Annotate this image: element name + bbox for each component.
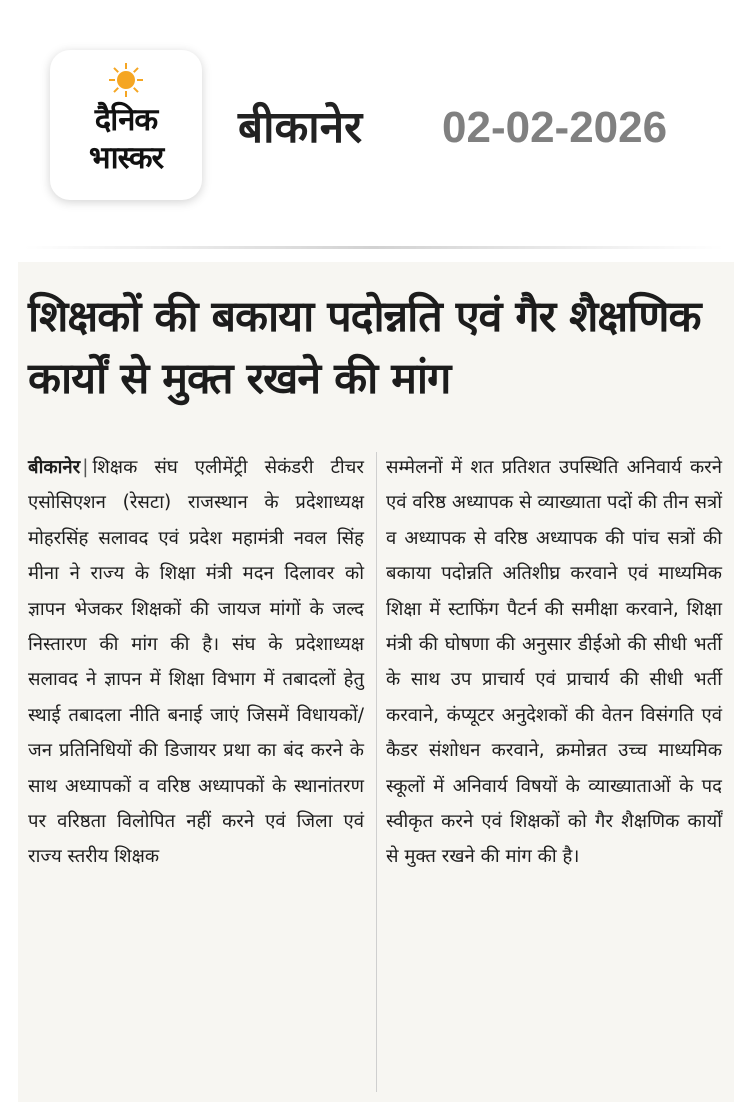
logo-line-1: दैनिक xyxy=(94,102,158,138)
article-dateline: बीकानेर xyxy=(28,457,81,478)
news-clipping xyxy=(18,262,734,1102)
header-divider xyxy=(24,246,724,249)
sun-icon xyxy=(108,62,144,98)
logo-line-2: भास्कर xyxy=(88,140,164,176)
article-column-left xyxy=(28,450,364,875)
article-headline: शिक्षकों की बकाया पदोन्नति एवं गैर शैक्षणिक कार्यों से मुक्त रखने की मांग xyxy=(28,292,701,404)
header xyxy=(0,0,744,230)
edition-date: 02-02-2026 xyxy=(442,103,668,152)
article-column-right xyxy=(386,450,722,875)
dateline-separator: | xyxy=(82,457,89,478)
newspaper-logo xyxy=(50,50,202,200)
article-body-left: शिक्षक संघ एलीमेंट्री सेकंडरी टीचर एसोसिएशन (रेसटा) राजस्थान के प्रदेशाध्यक्ष मोहरसिंह सलावद एवं प्रदेश महामंत्री नवल सिंह मीना ने राज्य के शिक्षा मंत्री मदन दिलावर को ज्ञापन भेजकर शिक्षकों की जायज मांगों के जल्द निस्तारण की मांग की है। संघ के प्रदेशाध्यक्ष सलावद ने ज्ञापन में शिक्षा विभाग में तबादलों हेतु स्थाई तबादला नीति बनाई जाएं जिसमें विधायकों/जन प्रतिनिधियों की डिजायर प्रथा का बंद करने के साथ अध्यापकों व वरिष्ठ अध्यापकों के स्थानांतरण पर वरिष्ठता विलोपित नहीं करने एवं जिला एवं राज्य स्तरीय शिक्षक xyxy=(28,457,364,868)
edition-city: बीकानेर xyxy=(238,102,363,153)
column-divider xyxy=(376,452,377,1092)
article-body-right: सम्मेलनों में शत प्रतिशत उपस्थिति अनिवार्य करने एवं वरिष्ठ अध्यापक से व्याख्याता पदों की तीन सत्रों व अध्यापक से वरिष्ठ अध्यापक की पांच सत्रों की बकाया पदोन्नति अतिशीघ्र करवाने एवं माध्यमिक शिक्षा में स्टाफिंग पैटर्न की समीक्षा करवाने, शिक्षा मंत्री की घोषणा की अनुसार डीईओ की सीधी भर्ती के साथ उप प्राचार्य एवं प्राचार्य की सीधी भर्ती करवाने, कंप्यूटर अनुदेशकों की वेतन विसंगति एवं कैडर संशोधन करवाने, क्रमोन्नत उच्च माध्यमिक स्कूलों में अनिवार्य विषयों के व्याख्याताओं के पद स्वीकृत करने एवं शिक्षकों को गैर शैक्षणिक कार्यों से मुक्त रखने की मांग की है। xyxy=(386,457,722,868)
